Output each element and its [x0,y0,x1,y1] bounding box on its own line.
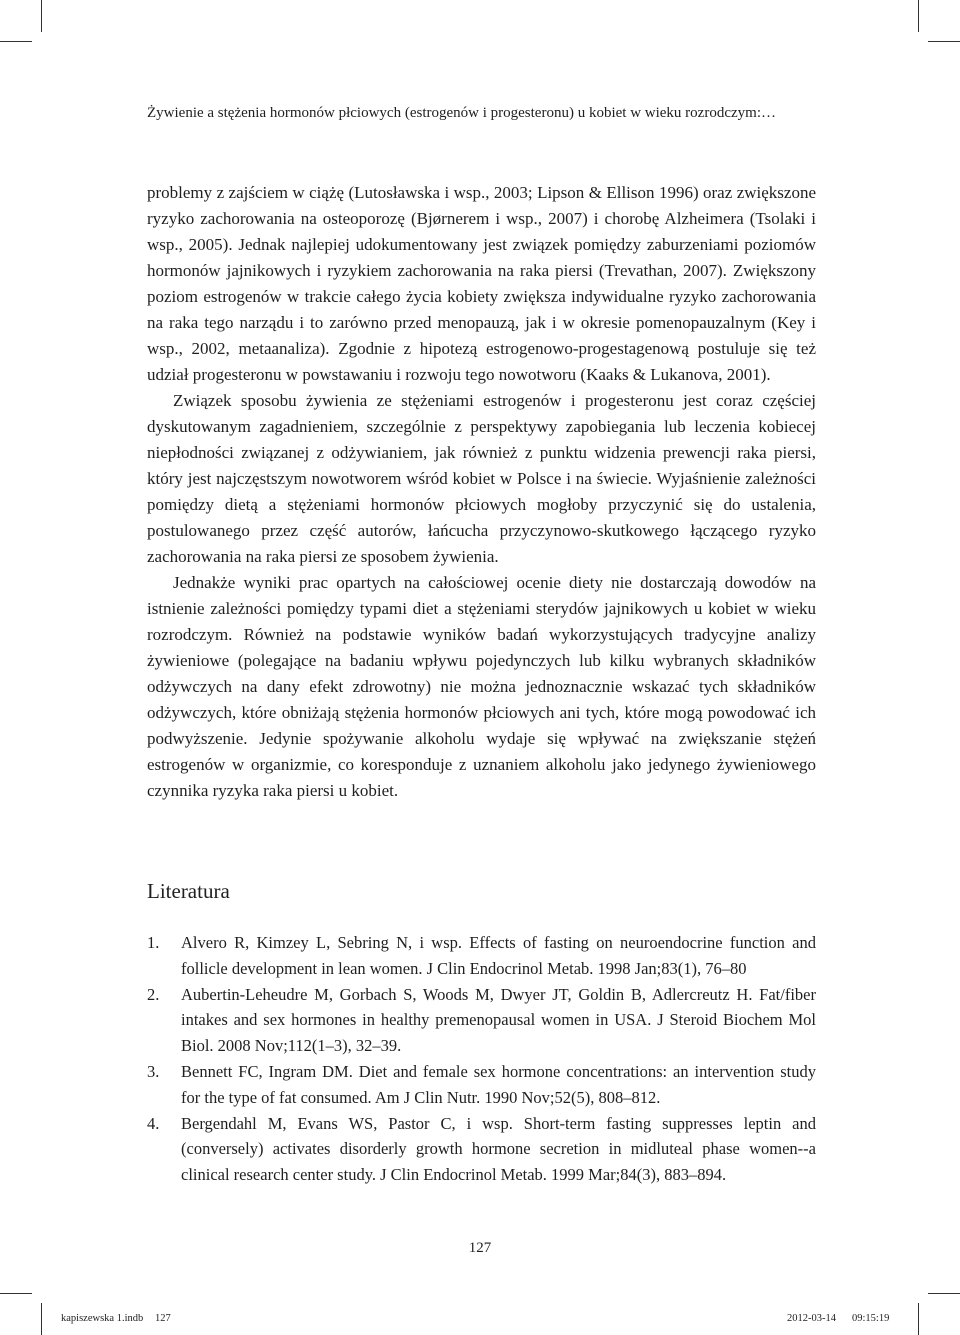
crop-mark-top-left-v [41,0,42,32]
page-number: 127 [468,1240,492,1256]
paragraph-3: Jednakże wyniki prac opartych na całościowej ocenie diety nie dostarczają dowodów na istnienie zależności pomiędzy typami diet a stężeniami sterydów jajnikowych u kobiet w wieku rozrodczym. Również na podstawie wyników badań wykorzystujących tradycyjne analizy żywieniowe (polegające na badaniu wpływu pojedynczych lub kilku wybranych składników odżywczych na dany efekt zdrowotny) nie można jednoznacznie wskazać tych składników odżywczych, które obniżają stężenia hormonów płciowych ani tych, które mogą powodować ich podwyższenie. Jedynie spożywanie alkoholu wydaje się wpływać na zwiększanie stężeń estrogenów w organizmie, co koresponduje z uznaniem alkoholu jako jedynego żywieniowego czynnika ryzyka raka piersi u kobiet. [147,573,816,800]
reference-text: Bergendahl M, Evans WS, Pastor C, i wsp. Short-term fasting suppresses leptin and (conversely) activates disorderly growth hormone secretion in midluteal phase women--a clinical research center study. J Clin Endocrinol Metab. 1999 Mar;84(3), 883–894. [181,1113,816,1185]
footer-file-name: kapiszewska 1.indb [61,1313,144,1324]
crop-mark-bottom-right-v [918,1303,919,1335]
running-head: Żywienie a stężenia hormonów płciowych (estrogenów i progesteronu) u kobiet w wieku rozrodczym:… [147,105,776,121]
reference-number: 2. [147,984,160,1004]
reference-item [147,1059,816,1111]
reference-text: Aubertin-Leheudre M, Gorbach S, Woods M, Dwyer JT, Goldin B, Adlercreutz H. Fat/fiber intakes and sex hormones in healthy premenopausal women in USA. J Steroid Biochem Mol Biol. 2008 Nov;112(1–3), 32–39. [181,984,816,1056]
body-text [147,180,816,804]
crop-mark-bottom-left-v [41,1303,42,1335]
crop-mark-top-left-h [0,41,32,42]
footer-time: 09:15:19 [852,1313,890,1324]
reference-item [147,1111,816,1188]
reference-text: Alvero R, Kimzey L, Sebring N, i wsp. Effects of fasting on neuroendocrine function and follicle development in lean women. J Clin Endocrinol Metab. 1998 Jan;83(1), 76–80 [181,933,816,978]
crop-mark-bottom-left-h [0,1293,32,1294]
crop-mark-top-right-v [918,0,919,32]
reference-text: Bennett FC, Ingram DM. Diet and female sex hormone concentrations: an intervention study for the type of fat consumed. Am J Clin Nutr. 1990 Nov;52(5), 808–812. [181,1061,816,1107]
reference-number: 3. [147,1061,160,1081]
paragraph-1: problemy z zajściem w ciążę (Lutosławska i wsp., 2003; Lipson & Ellison 1996) oraz zwiększone ryzyko zachorowania na osteoporozę (Bjørnerem i wsp., 2007) i chorobę Alzheimera (Tsolaki i wsp., 2005). Jednak najlepiej udokumentowany jest związek pomiędzy zaburzeniami poziomów hormonów jajnikowych i ryzykiem zachorowania na raka piersi (Trevathan, 2007). Zwiększony poziom estrogenów w trakcie całego życia kobiety zwiększa indywidualne ryzyko zachorowania na raka tego narządu i to zarówno przed menopauzą, jak i w okresie pomenopauzalnym (Key i wsp., 2002, metaanaliza). Zgodnie z hipotezą estrogenowo-progestagenową postuluje się też udział progesteronu w powstawaniu i rozwoju tego nowotworu (Kaaks & Lukanova, 2001). [147,183,816,384]
reference-number: 1. [147,933,160,952]
literature-heading: Literatura [147,879,230,903]
reference-list [147,930,816,1188]
reference-number: 4. [147,1113,160,1133]
crop-mark-bottom-right-h [928,1293,960,1294]
paragraph-2: Związek sposobu żywienia ze stężeniami estrogenów i progesteronu jest coraz częściej dyskutowanym zagadnieniem, szczególnie z perspektywy zapobiegania lub leczenia kobiecej niepłodności związanej z odżywianiem, jak również z punktu widzenia prewencji raka piersi, który jest najczęstszym nowotworem wśród kobiet w Polsce i na świecie. Wyjaśnienie zależności pomiędzy dietą a stężeniami hormonów płciowych mogłoby przyczynić się do ustalenia, postulowanego przez część autorów, łańcucha przyczynowo-skutkowego łączącego ryzyko zachorowania na raka piersi ze sposobem żywienia. [147,391,816,566]
footer-date: 2012-03-14 [787,1313,836,1324]
reference-item [147,982,816,1059]
crop-mark-top-right-h [928,41,960,42]
reference-item [147,930,816,982]
footer-page: 127 [155,1313,171,1324]
